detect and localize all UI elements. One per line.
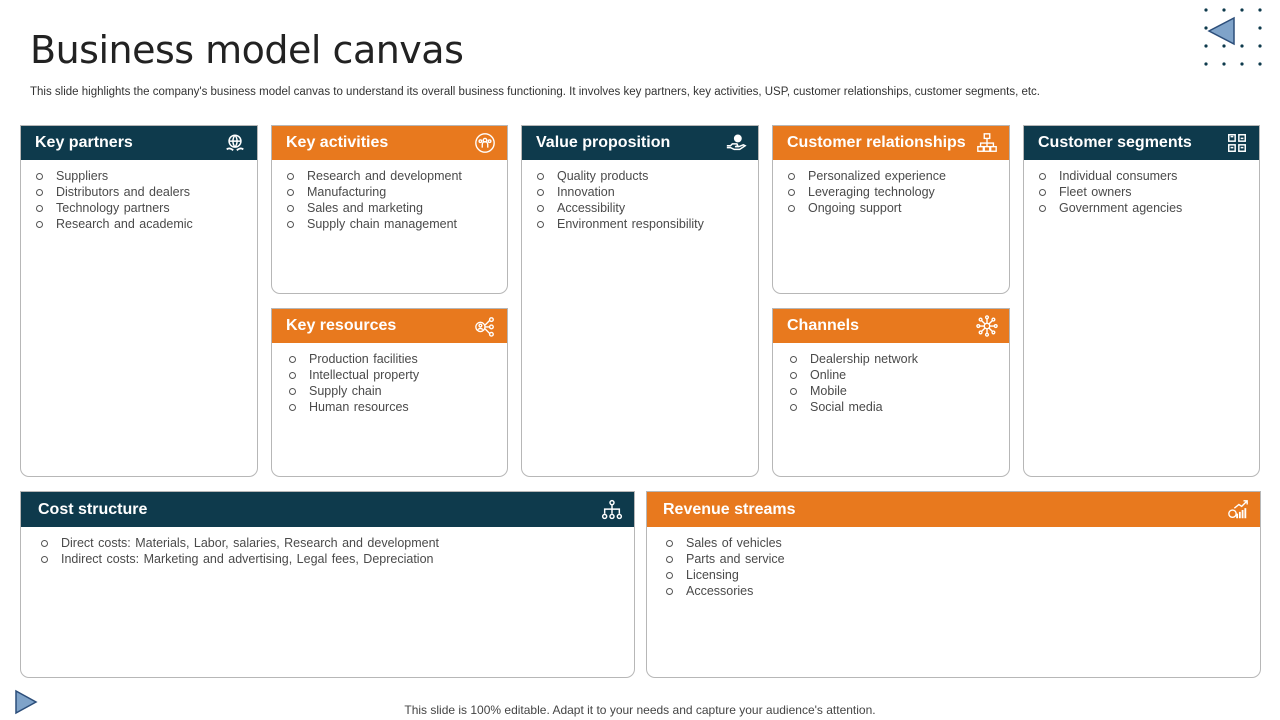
team-icon <box>473 131 497 155</box>
list-item: Research and academic <box>33 216 257 232</box>
list-item: Distributors and dealers <box>33 184 257 200</box>
card-title: Revenue streams <box>663 500 796 518</box>
card-title: Channels <box>787 317 860 334</box>
list-item: Ongoing support <box>785 200 1009 216</box>
list-item: Indirect costs: Marketing and advertising, Legal fees, Depreciation <box>38 551 634 567</box>
list-item: Technology partners <box>33 200 257 216</box>
card-key-resources <box>271 308 508 477</box>
hand-coin-icon <box>724 131 748 155</box>
card-title: Customer relationships <box>787 134 966 151</box>
list-item: Mobile <box>787 383 1009 399</box>
card-header <box>272 126 507 160</box>
list-item: Parts and service <box>663 551 1260 567</box>
card-title: Value proposition <box>536 134 671 151</box>
list-item: Sales of vehicles <box>663 535 1260 551</box>
list-item: Leveraging technology <box>785 184 1009 200</box>
card-revenue-streams <box>646 491 1261 678</box>
list-item: Quality products <box>534 168 758 184</box>
list-item: Human resources <box>286 399 507 415</box>
card-customer-relationships <box>772 125 1010 294</box>
list-item: Research and development <box>284 168 507 184</box>
card-value-proposition <box>521 125 759 477</box>
footer-note: This slide is 100% editable. Adapt it to your needs and capture your audience's attention. <box>404 703 876 717</box>
card-channels <box>772 308 1010 477</box>
card-header <box>272 309 507 343</box>
org-network-icon <box>975 131 999 155</box>
card-list <box>647 527 1260 599</box>
page-title: Business model canvas <box>30 28 464 72</box>
card-title: Key resources <box>286 317 397 334</box>
hierarchy-icon <box>600 498 624 522</box>
previous-slide-icon[interactable] <box>1206 16 1236 46</box>
list-item: Supply chain <box>286 383 507 399</box>
card-list <box>21 527 634 567</box>
card-list <box>1024 160 1259 216</box>
resources-icon <box>473 314 497 338</box>
card-list <box>773 160 1009 216</box>
card-header <box>522 126 758 160</box>
list-item: Sales and marketing <box>284 200 507 216</box>
card-title: Key partners <box>35 134 133 151</box>
card-key-partners <box>20 125 258 477</box>
list-item: Intellectual property <box>286 367 507 383</box>
page-subtitle: This slide highlights the company's business model canvas to understand its overall business functioning. It involves key partners, key activities, USP, customer relationships, customer segments, etc. <box>30 86 1040 98</box>
list-item: Social media <box>787 399 1009 415</box>
list-item: Production facilities <box>286 351 507 367</box>
list-item: Manufacturing <box>284 184 507 200</box>
card-list <box>21 160 257 232</box>
card-list <box>272 343 507 415</box>
growth-chart-icon <box>1226 498 1250 522</box>
list-item: Environment responsibility <box>534 216 758 232</box>
card-title: Customer segments <box>1038 134 1192 151</box>
card-header <box>21 126 257 160</box>
list-item: Dealership network <box>787 351 1009 367</box>
list-item: Direct costs: Materials, Labor, salaries, Research and development <box>38 535 634 551</box>
card-list <box>522 160 758 232</box>
list-item: Suppliers <box>33 168 257 184</box>
list-item: Licensing <box>663 567 1260 583</box>
card-list <box>272 160 507 232</box>
list-item: Individual consumers <box>1036 168 1259 184</box>
card-header <box>773 126 1009 160</box>
list-item: Fleet owners <box>1036 184 1259 200</box>
card-title: Cost structure <box>38 500 148 518</box>
list-item: Personalized experience <box>785 168 1009 184</box>
list-item: Online <box>787 367 1009 383</box>
list-item: Accessories <box>663 583 1260 599</box>
list-item: Innovation <box>534 184 758 200</box>
segments-grid-icon <box>1225 131 1249 155</box>
hub-network-icon <box>975 314 999 338</box>
list-item: Accessibility <box>534 200 758 216</box>
card-cost-structure <box>20 491 635 678</box>
list-item: Supply chain management <box>284 216 507 232</box>
card-header <box>773 309 1009 343</box>
card-header <box>647 492 1260 527</box>
card-header <box>1024 126 1259 160</box>
card-title: Key activities <box>286 134 389 151</box>
card-key-activities <box>271 125 508 294</box>
globe-hands-icon <box>223 131 247 155</box>
card-header <box>21 492 634 527</box>
card-customer-segments <box>1023 125 1260 477</box>
list-item: Government agencies <box>1036 200 1259 216</box>
card-list <box>773 343 1009 415</box>
